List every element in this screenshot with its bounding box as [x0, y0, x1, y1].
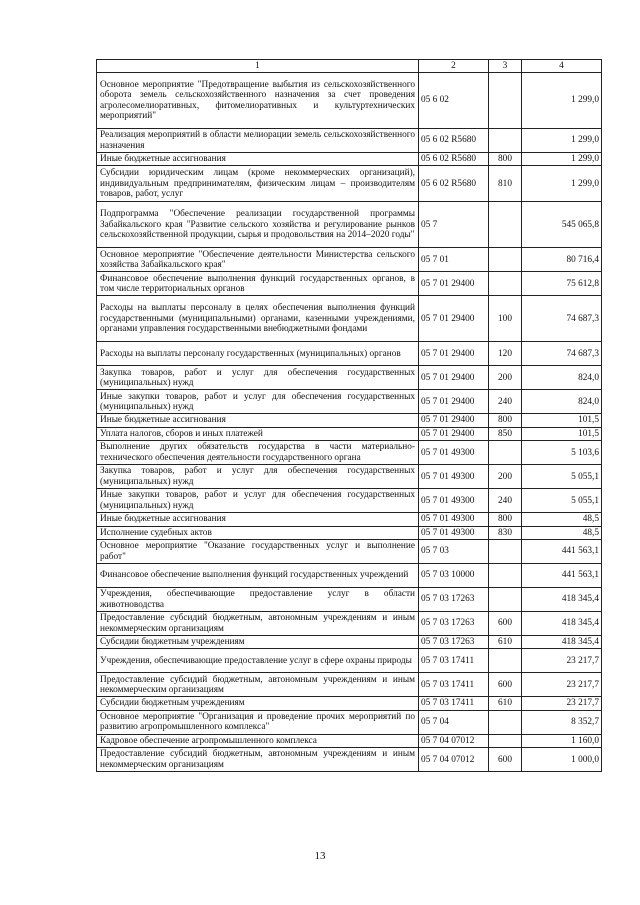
row-name-cell: Субсидии юридическим лицам (кроме некоммерческих организаций), индивидуальным предпринимателям, физическим лицам – производителям товаров, работ, услуг	[97, 166, 419, 202]
table-row	[97, 129, 602, 153]
row-name-cell: Субсидии бюджетным учреждениям	[97, 636, 419, 649]
row-expense-type-cell	[489, 564, 522, 588]
row-code-cell: 05 7 01 49300	[419, 526, 489, 539]
row-expense-type-cell: 610	[489, 636, 522, 649]
row-code-cell: 05 7 01 29400	[419, 390, 489, 414]
row-expense-type-cell: 800	[489, 513, 522, 526]
row-expense-type-cell: 200	[489, 366, 522, 390]
row-name-cell: Иные бюджетные ассигнования	[97, 513, 419, 526]
row-name-cell: Иные закупки товаров, работ и услуг для обеспечения государственных (муниципальных) нужд	[97, 489, 419, 513]
table-row	[97, 202, 602, 248]
row-expense-type-cell: 120	[489, 342, 522, 366]
row-amount-cell: 48,5	[522, 513, 602, 526]
row-code-cell: 05 7 03 17263	[419, 612, 489, 636]
row-expense-type-cell: 200	[489, 465, 522, 489]
table-row	[97, 734, 602, 747]
table-row	[97, 390, 602, 414]
row-amount-cell: 101,5	[522, 414, 602, 427]
budget-table-container	[96, 59, 601, 772]
row-expense-type-cell	[489, 588, 522, 612]
row-amount-cell: 418 345,4	[522, 636, 602, 649]
row-code-cell: 05 7 01 29400	[419, 342, 489, 366]
row-code-cell: 05 7 01 49300	[419, 441, 489, 465]
table-row	[97, 540, 602, 564]
row-expense-type-cell	[489, 272, 522, 296]
row-amount-cell: 74 687,3	[522, 342, 602, 366]
row-expense-type-cell	[489, 202, 522, 248]
row-amount-cell: 23 217,7	[522, 673, 602, 697]
row-name-cell: Основное мероприятие "Оказание государственных услуг и выполнение работ"	[97, 540, 419, 564]
row-expense-type-cell	[489, 734, 522, 747]
row-expense-type-cell: 600	[489, 612, 522, 636]
row-amount-cell: 418 345,4	[522, 612, 602, 636]
row-name-cell: Основное мероприятие "Организация и проведение прочих мероприятий по развитию агропромышленного комплекса"	[97, 710, 419, 734]
row-amount-cell: 23 217,7	[522, 697, 602, 710]
header-col-3: 3	[489, 60, 522, 73]
row-expense-type-cell	[489, 73, 522, 129]
row-name-cell: Учреждения, обеспечивающие предоставление услуг в области животноводства	[97, 588, 419, 612]
row-code-cell: 05 6 02 R5680	[419, 166, 489, 202]
table-row	[97, 588, 602, 612]
row-code-cell: 05 7 01 49300	[419, 513, 489, 526]
table-row	[97, 366, 602, 390]
row-amount-cell: 5 055,1	[522, 489, 602, 513]
header-col-4: 4	[522, 60, 602, 73]
row-amount-cell: 1 000,0	[522, 748, 602, 772]
row-name-cell: Иные закупки товаров, работ и услуг для обеспечения государственных (муниципальных) нужд	[97, 390, 419, 414]
row-amount-cell: 545 065,8	[522, 202, 602, 248]
row-code-cell: 05 7 04 07012	[419, 734, 489, 747]
table-row	[97, 673, 602, 697]
row-expense-type-cell: 800	[489, 414, 522, 427]
row-amount-cell: 1 299,0	[522, 73, 602, 129]
table-row	[97, 649, 602, 673]
row-name-cell: Иные бюджетные ассигнования	[97, 414, 419, 427]
row-amount-cell: 1 299,0	[522, 129, 602, 153]
table-row	[97, 342, 602, 366]
table-row	[97, 710, 602, 734]
table-row	[97, 748, 602, 772]
row-code-cell: 05 7 03 17263	[419, 636, 489, 649]
row-amount-cell: 23 217,7	[522, 649, 602, 673]
row-expense-type-cell	[489, 248, 522, 272]
table-row	[97, 427, 602, 440]
row-name-cell: Расходы на выплаты персоналу в целях обеспечения выполнения функций государственными (муниципальными) органами, казенными учреждениями, органами управления государственными внебюджетными фондами	[97, 296, 419, 342]
header-col-1: 1	[97, 60, 419, 73]
row-code-cell: 05 7 01 29400	[419, 272, 489, 296]
row-amount-cell: 824,0	[522, 390, 602, 414]
table-row	[97, 272, 602, 296]
table-row	[97, 296, 602, 342]
row-code-cell: 05 7 01 29400	[419, 427, 489, 440]
row-expense-type-cell: 240	[489, 390, 522, 414]
row-name-cell: Основное мероприятие "Предотвращение выбытия из сельскохозяйственного оборота земель сельскохозяйственного назначения за счет проведения агролесомелиоративных, фитомелиоративных и культуртехнических мероприятий"	[97, 73, 419, 129]
table-row	[97, 564, 602, 588]
row-expense-type-cell	[489, 540, 522, 564]
row-name-cell: Субсидии бюджетным учреждениям	[97, 697, 419, 710]
table-row	[97, 489, 602, 513]
row-amount-cell: 824,0	[522, 366, 602, 390]
row-code-cell: 05 7 03 17411	[419, 673, 489, 697]
row-amount-cell: 441 563,1	[522, 564, 602, 588]
row-amount-cell: 418 345,4	[522, 588, 602, 612]
row-name-cell: Финансовое обеспечение выполнения функций государственных органов, в том числе территориальных органов	[97, 272, 419, 296]
row-name-cell: Исполнение судебных актов	[97, 526, 419, 539]
row-name-cell: Иные бюджетные ассигнования	[97, 153, 419, 166]
row-name-cell: Предоставление субсидий бюджетным, автономным учреждениям и иным некоммерческим организациям	[97, 748, 419, 772]
row-expense-type-cell: 610	[489, 697, 522, 710]
row-expense-type-cell: 600	[489, 673, 522, 697]
row-amount-cell: 1 160,0	[522, 734, 602, 747]
row-expense-type-cell: 810	[489, 166, 522, 202]
row-amount-cell: 101,5	[522, 427, 602, 440]
table-row	[97, 73, 602, 129]
row-name-cell: Кадровое обеспечение агропромышленного комплекса	[97, 734, 419, 747]
row-name-cell: Закупка товаров, работ и услуг для обеспечения государственных (муниципальных) нужд	[97, 366, 419, 390]
row-code-cell: 05 7 01 29400	[419, 366, 489, 390]
row-name-cell: Выполнение других обязательств государства в части материально-технического обеспечения деятельности государственного органа	[97, 441, 419, 465]
row-amount-cell: 5 103,6	[522, 441, 602, 465]
row-code-cell: 05 7 04	[419, 710, 489, 734]
row-code-cell: 05 7 03 10000	[419, 564, 489, 588]
row-expense-type-cell	[489, 129, 522, 153]
row-code-cell: 05 6 02 R5680	[419, 153, 489, 166]
row-name-cell: Подпрограмма "Обеспечение реализации государственной программы Забайкальского края "Развитие сельского хозяйства и регулирование рынков сельскохозяйственной продукции, сырья и продовольствия на 2014–2020 годы"	[97, 202, 419, 248]
page-number: 13	[314, 850, 326, 862]
row-code-cell: 05 7 01 49300	[419, 465, 489, 489]
row-name-cell: Уплата налогов, сборов и иных платежей	[97, 427, 419, 440]
row-amount-cell: 48,5	[522, 526, 602, 539]
row-amount-cell: 1 299,0	[522, 153, 602, 166]
row-code-cell: 05 7 03 17263	[419, 588, 489, 612]
row-amount-cell: 80 716,4	[522, 248, 602, 272]
row-expense-type-cell	[489, 710, 522, 734]
row-expense-type-cell: 830	[489, 526, 522, 539]
table-row	[97, 153, 602, 166]
table-row	[97, 465, 602, 489]
row-name-cell: Финансовое обеспечение выполнения функций государственных учреждений	[97, 564, 419, 588]
row-expense-type-cell: 600	[489, 748, 522, 772]
row-amount-cell: 74 687,3	[522, 296, 602, 342]
row-amount-cell: 5 055,1	[522, 465, 602, 489]
row-code-cell: 05 7 03	[419, 540, 489, 564]
row-name-cell: Реализация мероприятий в области мелиорации земель сельскохозяйственного назначения	[97, 129, 419, 153]
row-name-cell: Предоставление субсидий бюджетным, автономным учреждениям и иным некоммерческим организациям	[97, 612, 419, 636]
header-row	[97, 60, 602, 73]
row-code-cell: 05 7	[419, 202, 489, 248]
budget-table	[96, 59, 602, 772]
row-code-cell: 05 7 01 29400	[419, 414, 489, 427]
row-expense-type-cell: 100	[489, 296, 522, 342]
row-expense-type-cell: 850	[489, 427, 522, 440]
row-expense-type-cell	[489, 649, 522, 673]
row-expense-type-cell: 240	[489, 489, 522, 513]
table-row	[97, 441, 602, 465]
row-name-cell: Основное мероприятие "Обеспечение деятельности Министерства сельского хозяйства Забайкальского края"	[97, 248, 419, 272]
table-row	[97, 513, 602, 526]
row-code-cell: 05 7 01 29400	[419, 296, 489, 342]
row-amount-cell: 8 352,7	[522, 710, 602, 734]
row-expense-type-cell: 800	[489, 153, 522, 166]
row-amount-cell: 1 299,0	[522, 166, 602, 202]
row-amount-cell: 75 612,8	[522, 272, 602, 296]
row-amount-cell: 441 563,1	[522, 540, 602, 564]
header-col-2: 2	[419, 60, 489, 73]
row-code-cell: 05 7 04 07012	[419, 748, 489, 772]
table-row	[97, 612, 602, 636]
table-row	[97, 414, 602, 427]
row-name-cell: Закупка товаров, работ и услуг для обеспечения государственных (муниципальных) нужд	[97, 465, 419, 489]
row-name-cell: Расходы на выплаты персоналу государственных (муниципальных) органов	[97, 342, 419, 366]
row-name-cell: Учреждения, обеспечивающие предоставление услуг в сфере охраны природы	[97, 649, 419, 673]
table-row	[97, 636, 602, 649]
row-code-cell: 05 6 02 R5680	[419, 129, 489, 153]
row-code-cell: 05 6 02	[419, 73, 489, 129]
row-name-cell: Предоставление субсидий бюджетным, автономным учреждениям и иным некоммерческим организациям	[97, 673, 419, 697]
table-row	[97, 248, 602, 272]
table-body	[97, 73, 602, 772]
row-code-cell: 05 7 01	[419, 248, 489, 272]
row-code-cell: 05 7 03 17411	[419, 649, 489, 673]
row-code-cell: 05 7 03 17411	[419, 697, 489, 710]
row-code-cell: 05 7 01 49300	[419, 489, 489, 513]
table-row	[97, 166, 602, 202]
table-row	[97, 526, 602, 539]
table-row	[97, 697, 602, 710]
row-expense-type-cell	[489, 441, 522, 465]
